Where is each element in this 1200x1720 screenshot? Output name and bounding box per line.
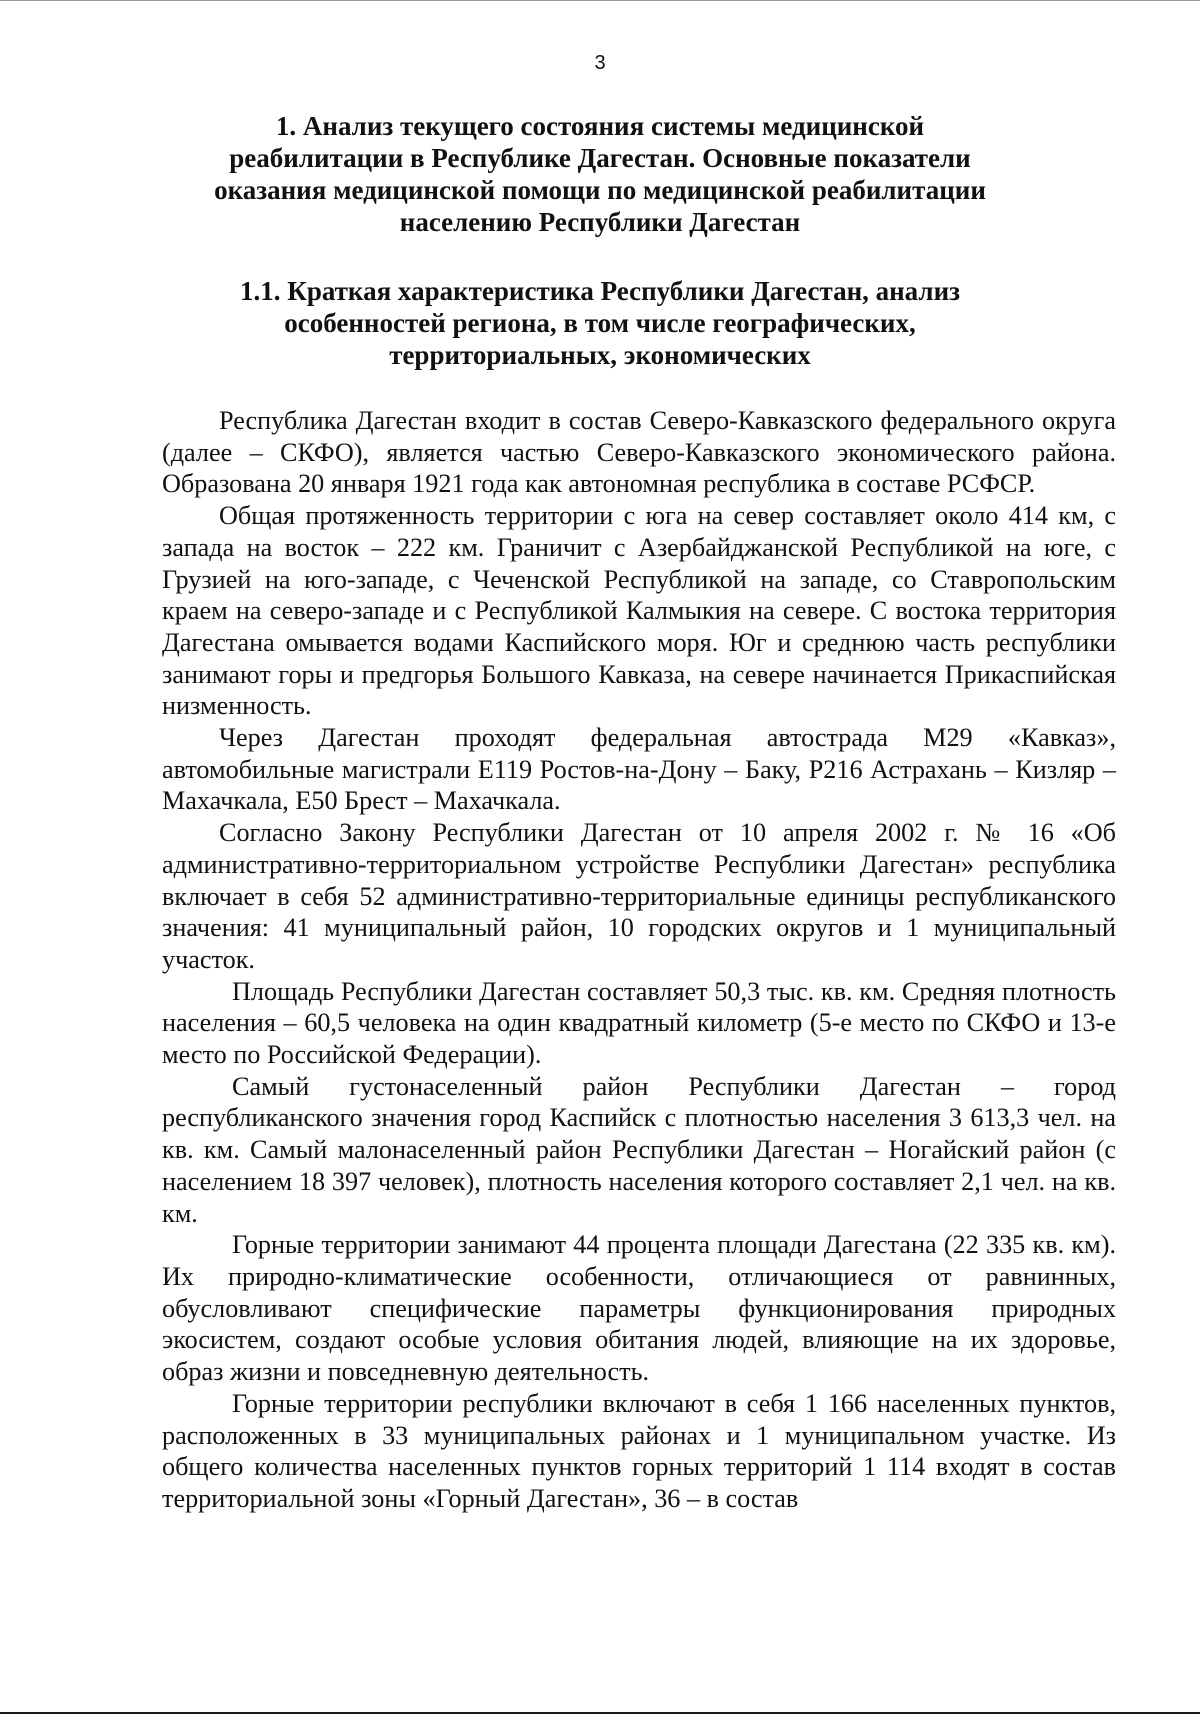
paragraph-density: Самый густонаселенный район Республики Дагестан – город республиканского значения город Каспийск с плотностью населения 3 613,3 чел. на кв. км. Самый малонаселенный район Республики Дагестан – Ногайский район (с населением 18 397 человек), плотность населения которого составляет 2,1 чел. на кв. км.: [162, 1071, 1116, 1228]
body-text: [162, 405, 1116, 1515]
subsection-heading: 1.1. Краткая характеристика Республики Дагестан, анализ особенностей региона, в том числе географических, территориальных, экономических: [240, 276, 960, 370]
paragraph-roads: Через Дагестан проходят федеральная автострада М29 «Кавказ», автомобильные магистрали Е119 Ростов-на-Дону – Баку, Р216 Астрахань – Кизляр – Махачкала, Е50 Брест – Махачкала.: [162, 723, 1116, 816]
paragraph-intro: Республика Дагестан входит в состав Северо-Кавказского федерального округа (далее – СКФО), является частью Северо-Кавказского экономического района. Образована 20 января 1921 года как автономная республика в составе РСФСР.: [162, 406, 1116, 499]
paragraph-law: Согласно Закону Республики Дагестан от 10 апреля 2002 г. № 16 «Об административно-территориальном устройстве Республики Дагестан» республика включает в себя 52 административно-территориальные единицы республиканского значения: 41 муниципальный район, 10 городских округов и 1 муниципальный участок.: [162, 818, 1116, 974]
section-heading: 1. Анализ текущего состояния системы медицинской реабилитации в Республике Дагестан. Основные показатели оказания медицинской помощи по медицинской реабилитации населению Республики Дагестан: [214, 111, 986, 237]
paragraph-area: Площадь Республики Дагестан составляет 50,3 тыс. кв. км. Средняя плотность населения – 60,5 человека на один квадратный километр (5-е место по СКФО и 13-е место по Российской Федерации).: [162, 976, 1116, 1070]
scan-edge-bottom: [0, 1712, 1200, 1714]
paragraph-settlements: Горные территории республики включают в себя 1 166 населенных пунктов, расположенных в 33 муниципальных районах и 1 муниципальном участке. Из общего количества населенных пунктов горных территорий 1 114 входят в состав территориальной зоны «Горный Дагестан», 36 – в состав: [162, 1388, 1116, 1513]
paragraph-mountains: Горные территории занимают 44 процента площади Дагестана (22 335 кв. км). Их природно-климатические особенности, отличающиеся от равнинных, обусловливают специфические параметры функционирования природных экосистем, создают особые условия обитания людей, влияющие на их здоровье, образ жизни и повседневную деятельность.: [162, 1230, 1116, 1387]
page-number: 3: [594, 52, 606, 74]
paragraph-borders: Общая протяженность территории с юга на север составляет около 414 км, с запада на восток – 222 км. Граничит с Азербайджанской Республикой на юге, с Грузией на юго-западе, с Чеченской Республикой на западе, со Ставропольским краем на северо-западе и с Республикой Калмыкия на севере. С востока территория Дагестана омывается водами Каспийского моря. Юг и среднюю часть республики занимают горы и предгорья Большого Кавказа, на севере начинается Прикаспийская низменность.: [162, 501, 1116, 721]
scan-edge-top: [0, 0, 1200, 1]
